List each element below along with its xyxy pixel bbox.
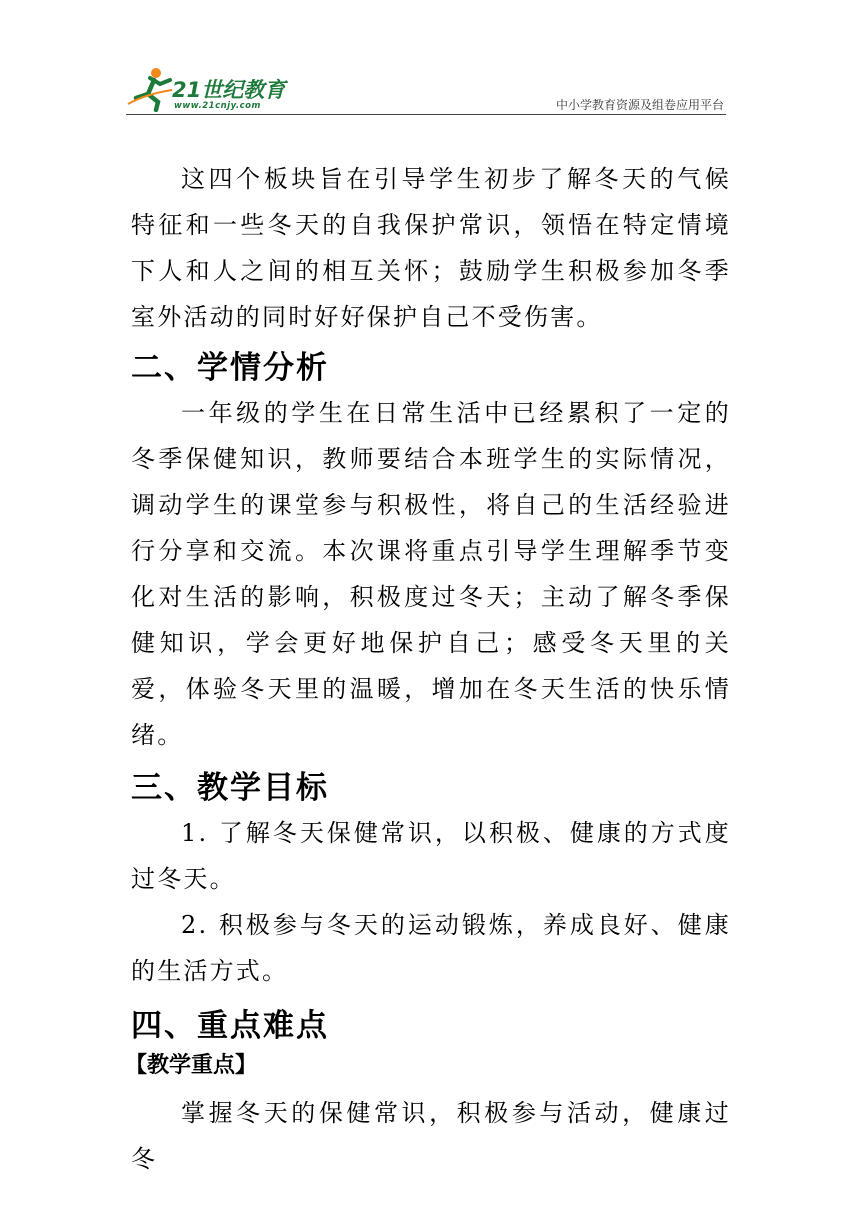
logo-url: www.21cnjy.com bbox=[174, 101, 261, 111]
section-heading-teaching-goals: 三、教学目标 bbox=[131, 770, 329, 806]
header-tagline: 中小学教育资源及组卷应用平台 bbox=[555, 98, 724, 112]
section-heading-key-difficulties: 四、重点难点 bbox=[131, 1008, 329, 1044]
section-heading-learning-analysis: 二、学情分析 bbox=[131, 350, 329, 386]
document-body bbox=[125, 156, 731, 1182]
goal-item-2: 2. 积极参与冬天的运动锻炼，养成良好、健康的生活方式。 bbox=[131, 911, 731, 985]
intro-paragraph: 这四个板块旨在引导学生初步了解冬天的气候特征和一些冬天的自我保护常识，领悟在特定情境下人和人之间的相互关怀；鼓励学生积极参加冬季室外活动的同时好好保护自己不受伤害。 bbox=[131, 165, 731, 331]
logo bbox=[126, 64, 296, 114]
goal-item-1: 1. 了解冬天保健常识，以积极、健康的方式度过冬天。 bbox=[131, 819, 731, 893]
logo-text: 21世纪教育 bbox=[172, 78, 286, 102]
teaching-focus-paragraph: 掌握冬天的保健常识，积极参与活动，健康过冬 bbox=[131, 1099, 731, 1173]
learning-analysis-paragraph: 一年级的学生在日常生活中已经累积了一定的冬季保健知识，教师要结合本班学生的实际情况，调动学生的课堂参与积极性，将自己的生活经验进行分享和交流。本次课将重点引导学生理解季节变化对生活的影响，积极度过冬天；主动了解冬季保健知识，学会更好地保护自己；感受冬天里的关爱，体验冬天里的温暖，增加在冬天生活的快乐情绪。 bbox=[131, 399, 731, 749]
page-header bbox=[126, 64, 726, 116]
runner-logo-icon bbox=[126, 64, 176, 112]
header-divider bbox=[126, 114, 726, 115]
teaching-focus-label: 【教学重点】 bbox=[125, 1053, 258, 1078]
